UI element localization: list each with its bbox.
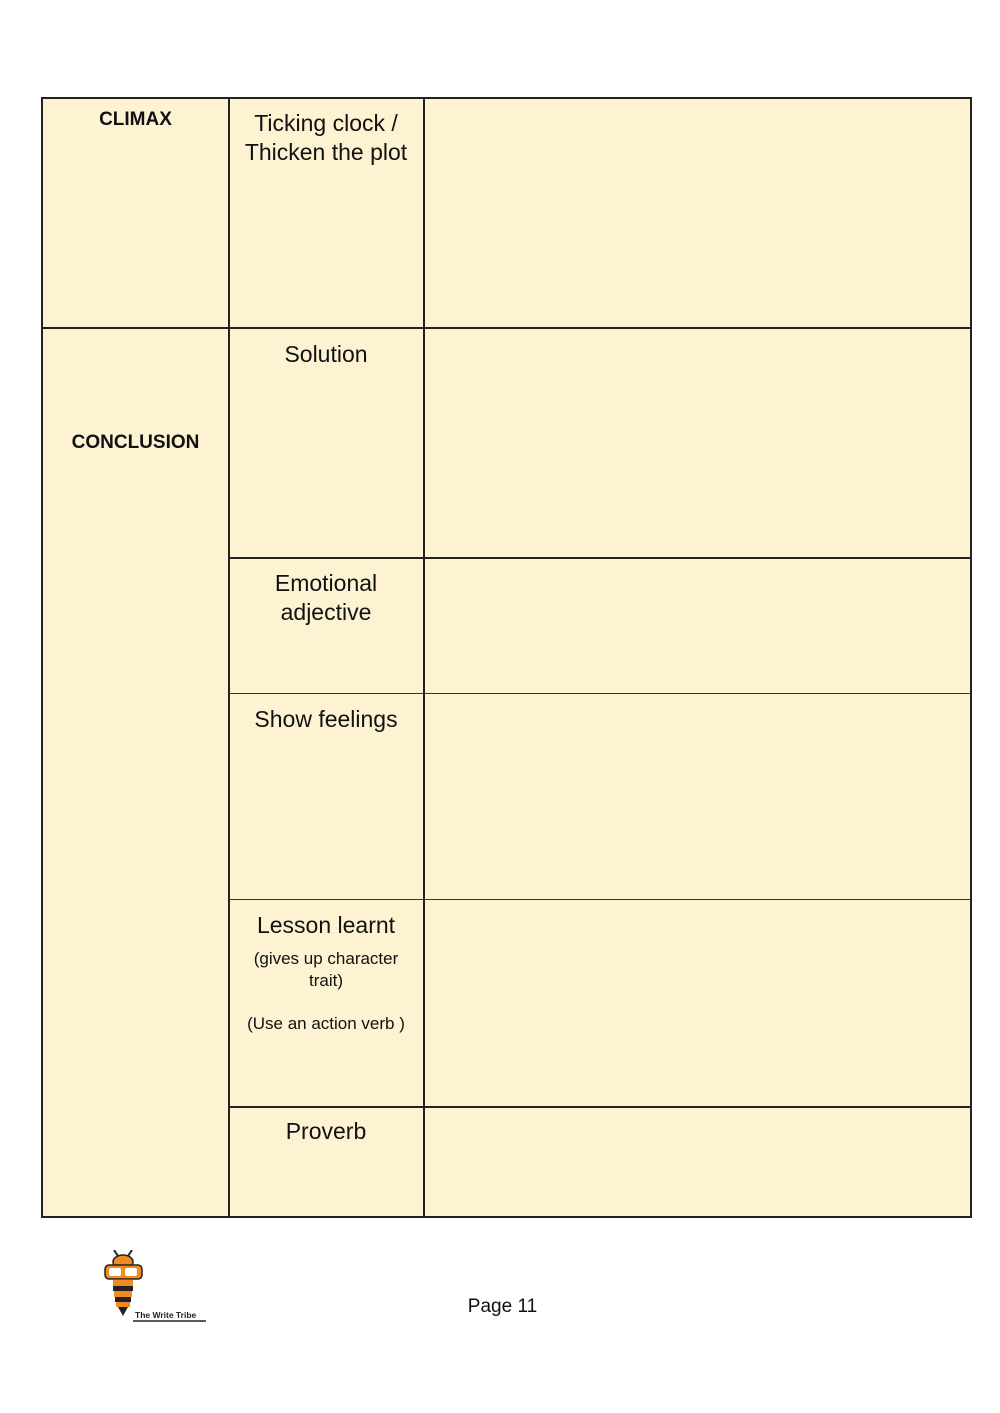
prompt-proverb-line1: Proverb [285,1118,367,1144]
svg-text:The Write Tribe: The Write Tribe [135,1310,197,1320]
prompt-lesson-line1: Lesson learnt [256,912,396,938]
bee-logo-icon [100,1250,210,1325]
write-tribe-logo [100,1250,210,1325]
answer-cell-solution[interactable] [425,329,970,557]
prompt-solution [229,340,423,369]
page-number: Page 11 [467,1296,538,1317]
prompt-emotional-adjective [229,569,423,627]
answer-cell-ticking-clock[interactable] [425,99,970,327]
column-divider-1 [228,99,230,1216]
prompt-show-feelings [229,705,423,734]
section-label-conclusion: CONCLUSION [71,432,200,453]
prompt-lesson-learnt [229,911,423,1035]
prompt-lesson-sub1: (gives up character [253,949,399,968]
row-divider-feelings [228,899,970,900]
prompt-ticking-clock-line1: Ticking clock / [254,110,398,136]
prompt-show-feelings-line1: Show feelings [254,706,398,732]
answer-cell-lesson-learnt[interactable] [425,901,970,1106]
prompt-proverb [229,1117,423,1146]
row-divider-emotional [228,693,970,694]
section-label-climax: CLIMAX [99,109,172,130]
prompt-emotional-line2: adjective [280,599,372,625]
prompt-lesson-sub3: (Use an action verb ) [247,1014,405,1033]
answer-cell-emotional-adjective[interactable] [425,559,970,693]
prompt-solution-line1: Solution [284,341,368,367]
prompt-emotional-line1: Emotional [274,570,378,596]
prompt-ticking-clock-line2: Thicken the plot [244,139,408,165]
story-planner-table [41,97,972,1218]
answer-cell-show-feelings[interactable] [425,695,970,899]
prompt-lesson-sub2: trait) [309,971,343,990]
answer-cell-proverb[interactable] [425,1108,970,1216]
prompt-ticking-clock [229,109,423,167]
